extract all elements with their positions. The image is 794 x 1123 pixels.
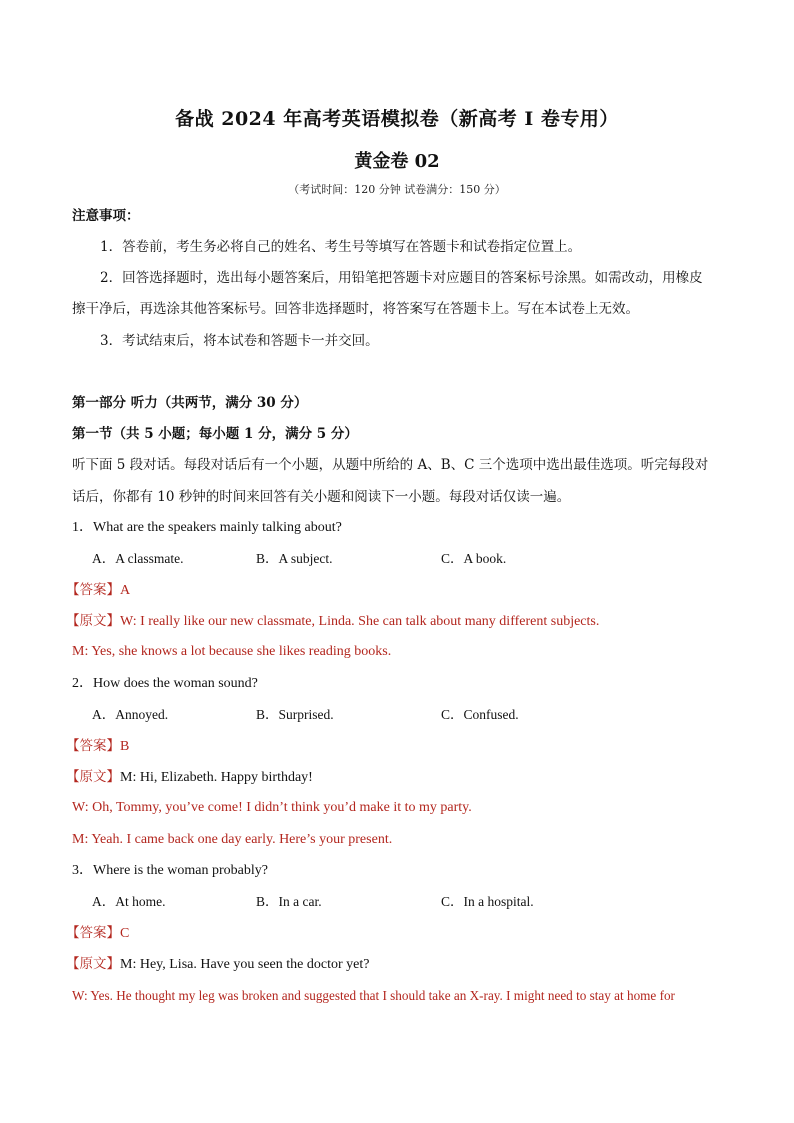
transcript-line — [66, 767, 313, 788]
notes-item: 擦干净后，再选涂其他答案标号。回答非选择题时，将答案写在答题卡上。写在本试卷上无效。 — [72, 301, 639, 317]
answer-label: 【答案】 — [66, 582, 120, 598]
transcript-line — [66, 954, 369, 975]
transcript-text: M: Hi, Elizabeth. Happy birthday! — [120, 770, 313, 785]
section-heading: 第一节（共 5 小题；每小题 1 分，满分 5 分） — [72, 426, 358, 442]
answer-value: C — [120, 926, 130, 941]
option-b: B．Surprised. — [256, 707, 334, 722]
transcript-label: 【原文】 — [66, 956, 120, 972]
option-b: B．In a car. — [256, 894, 322, 909]
answer-label: 【答案】 — [66, 738, 120, 754]
transcript-text: M: Hey, Lisa. Have you seen the doctor yet? — [120, 957, 370, 972]
transcript-label: 【原文】 — [66, 769, 120, 785]
option-a: A．At home. — [92, 894, 166, 909]
option-a: A．A classmate. — [92, 551, 184, 566]
answer-value: B — [120, 739, 130, 754]
notes-item: 3．考试结束后，将本试卷和答题卡一并交回。 — [100, 333, 379, 349]
question-stem: 3．Where is the woman probably? — [72, 863, 268, 878]
transcript-text: W: Oh, Tommy, you’ve come! I didn’t think you’d make it to my party. — [72, 800, 472, 815]
transcript-line — [66, 611, 599, 632]
answer-label: 【答案】 — [66, 925, 120, 941]
answer-line — [66, 736, 129, 757]
notes-heading: 注意事项： — [72, 208, 140, 224]
question-stem: 2．How does the woman sound? — [72, 676, 258, 691]
notes-item: 2．回答选择题时，选出每小题答案后，用铅笔把答题卡对应题目的答案标号涂黑。如需改动，用橡皮 — [100, 270, 703, 286]
option-c: C．A book. — [441, 551, 507, 566]
exam-info: （考试时间：120 分钟 试卷满分：150 分） — [288, 183, 506, 196]
option-a: A．Annoyed. — [92, 707, 169, 722]
answer-value: A — [120, 583, 131, 598]
transcript-text: W: I really like our new classmate, Linda. She can talk about many different subjects. — [120, 614, 600, 629]
transcript-text: M: Yes, she knows a lot because she likes reading books. — [72, 644, 392, 659]
notes-item: 1．答卷前，考生务必将自己的姓名、考生号等填写在答题卡和试卷指定位置上。 — [100, 239, 582, 255]
transcript-text: W: Yes. He thought my leg was broken and suggested that I should take an X-ray. I might need to stay at home for — [72, 988, 675, 1003]
transcript-label: 【原文】 — [66, 613, 120, 629]
instructions: 听下面 5 段对话。每段对话后有一个小题，从题中所给的 A、B、C 三个选项中选出最佳选项。听完每段对 — [72, 457, 709, 473]
page-title: 备战 2024 年高考英语模拟卷（新高考 I 卷专用） — [175, 108, 619, 130]
option-c: C．Confused. — [441, 707, 519, 722]
transcript-text: M: Yeah. I came back one day early. Here’s your present. — [72, 832, 393, 847]
option-b: B．A subject. — [256, 551, 333, 566]
option-c: C．In a hospital. — [441, 894, 534, 909]
page-subtitle: 黄金卷 02 — [354, 151, 440, 172]
answer-line — [66, 580, 130, 601]
part-heading: 第一部分 听力（共两节，满分 30 分） — [72, 395, 308, 411]
instructions: 话后，你都有 10 秒钟的时间来回答有关小题和阅读下一小题。每段对话仅读一遍。 — [72, 489, 571, 505]
answer-line — [66, 923, 129, 944]
question-stem: 1．What are the speakers mainly talking about? — [72, 520, 342, 535]
